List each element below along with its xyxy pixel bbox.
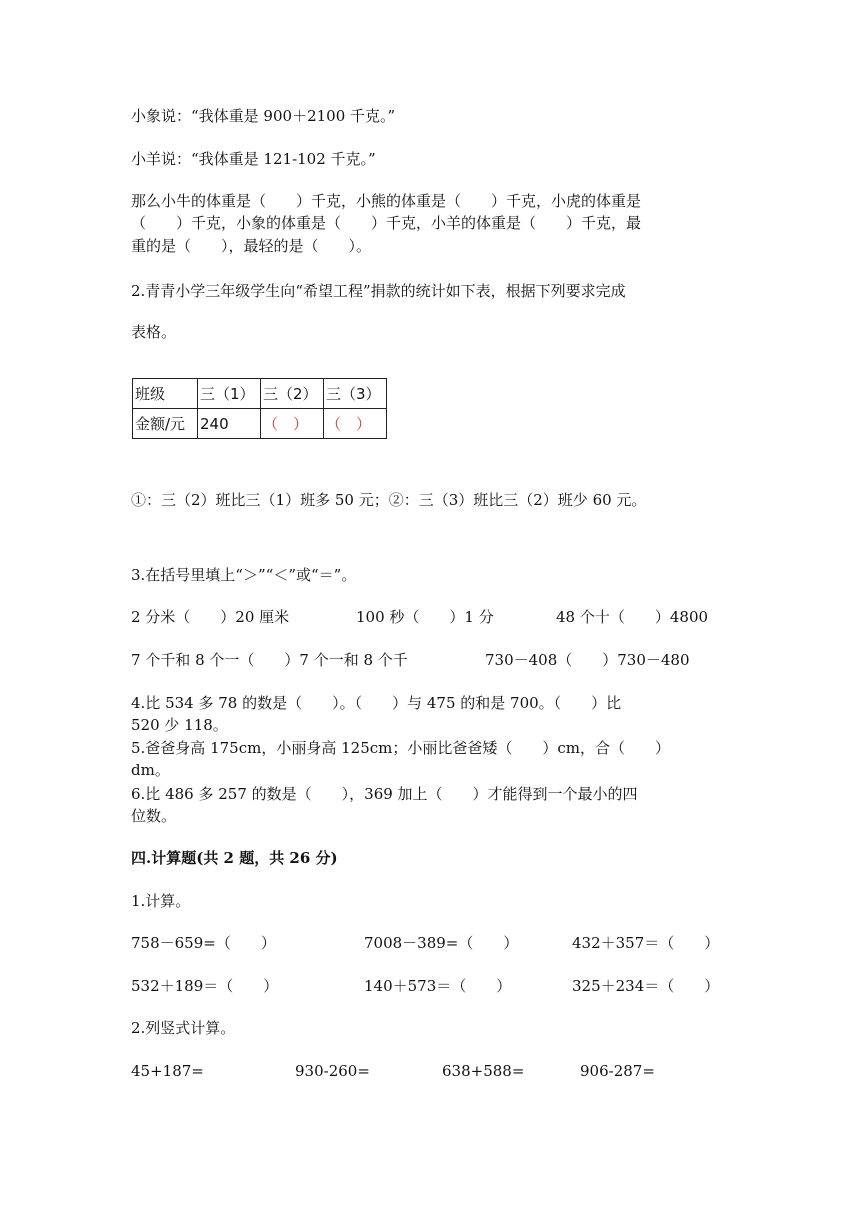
problem4-line-2: 520 少 118。 — [131, 716, 228, 734]
calc-item: 432＋357＝（ ） — [572, 934, 720, 952]
weight-question-line-1: 那么小牛的体重是（ ）千克，小熊的体重是（ ）千克，小虎的体重是 — [131, 192, 642, 210]
xiaoyang-weight-line: 小羊说：“我体重是 121-102 千克。” — [131, 150, 376, 168]
problem6-line-2: 位数。 — [131, 807, 177, 825]
table-cell: 金额/元 — [133, 409, 198, 439]
weight-question-line-3: 重的是（ ），最轻的是（ ）。 — [131, 237, 372, 255]
table-header-row — [133, 379, 387, 409]
calc-item: 140＋573＝（ ） — [364, 977, 512, 995]
calc-item: 325＋234＝（ ） — [572, 977, 720, 995]
blank-cell[interactable]: （ ） — [261, 409, 324, 439]
compare-item: 7 个千和 8 个一（ ）7 个一和 8 个千 — [131, 651, 408, 669]
vertical-calc-item: 930-260= — [295, 1062, 370, 1080]
calc-item: 7008－389=（ ） — [364, 934, 519, 952]
compare-item: 100 秒（ ）1 分 — [356, 608, 494, 626]
q2-title: 2.列竖式计算。 — [131, 1019, 236, 1037]
compare-item: 730－408（ ）730－480 — [485, 651, 690, 669]
vertical-calc-item: 45+187= — [131, 1062, 204, 1080]
section4-title: 四.计算题(共 2 题，共 26 分) — [131, 849, 338, 867]
blank-cell[interactable]: （ ） — [324, 409, 387, 439]
vertical-calc-item: 638+588= — [442, 1062, 525, 1080]
problem2-text-line-2: 表格。 — [131, 323, 177, 341]
table-cell: 三（1） — [198, 379, 261, 409]
table-cell: 三（3） — [324, 379, 387, 409]
problem5-line-2: dm。 — [131, 761, 170, 779]
calc-item: 532＋189＝（ ） — [131, 977, 279, 995]
table-cell: 三（2） — [261, 379, 324, 409]
weight-question-line-2: （ ）千克，小象的体重是（ ）千克，小羊的体重是（ ）千克，最 — [131, 214, 642, 232]
xiaoxiang-weight-line: 小象说：“我体重是 900＋2100 千克。” — [131, 107, 396, 125]
compare-item: 48 个十（ ）4800 — [556, 608, 709, 626]
problem5-line-1: 5.爸爸身高 175cm，小丽身高 125cm；小丽比爸爸矮（ ）cm，合（ ） — [131, 739, 670, 757]
problem3-title: 3.在括号里填上“＞”“＜”或“＝”。 — [131, 566, 357, 584]
calc-item: 758－659=（ ） — [131, 934, 276, 952]
problem4-line-1: 4.比 534 多 78 的数是（ ）。（ ）与 475 的和是 700。（ ）比 — [131, 694, 622, 712]
problem2-text-line-1: 2.青青小学三年级学生向“希望工程”捐款的统计如下表，根据下列要求完成 — [131, 282, 626, 300]
donation-table — [132, 378, 387, 439]
table-row — [133, 409, 387, 439]
problem2-hint: ①：三（2）班比三（1）班多 50 元；②：三（3）班比三（2）班少 60 元。 — [131, 491, 647, 509]
q1-title: 1.计算。 — [131, 892, 191, 910]
problem6-line-1: 6.比 486 多 257 的数是（ ），369 加上（ ）才能得到一个最小的四 — [131, 785, 638, 803]
table-cell: 240 — [198, 409, 261, 439]
compare-item: 2 分米（ ）20 厘米 — [131, 608, 290, 626]
table-cell: 班级 — [133, 379, 198, 409]
vertical-calc-item: 906-287= — [580, 1062, 655, 1080]
